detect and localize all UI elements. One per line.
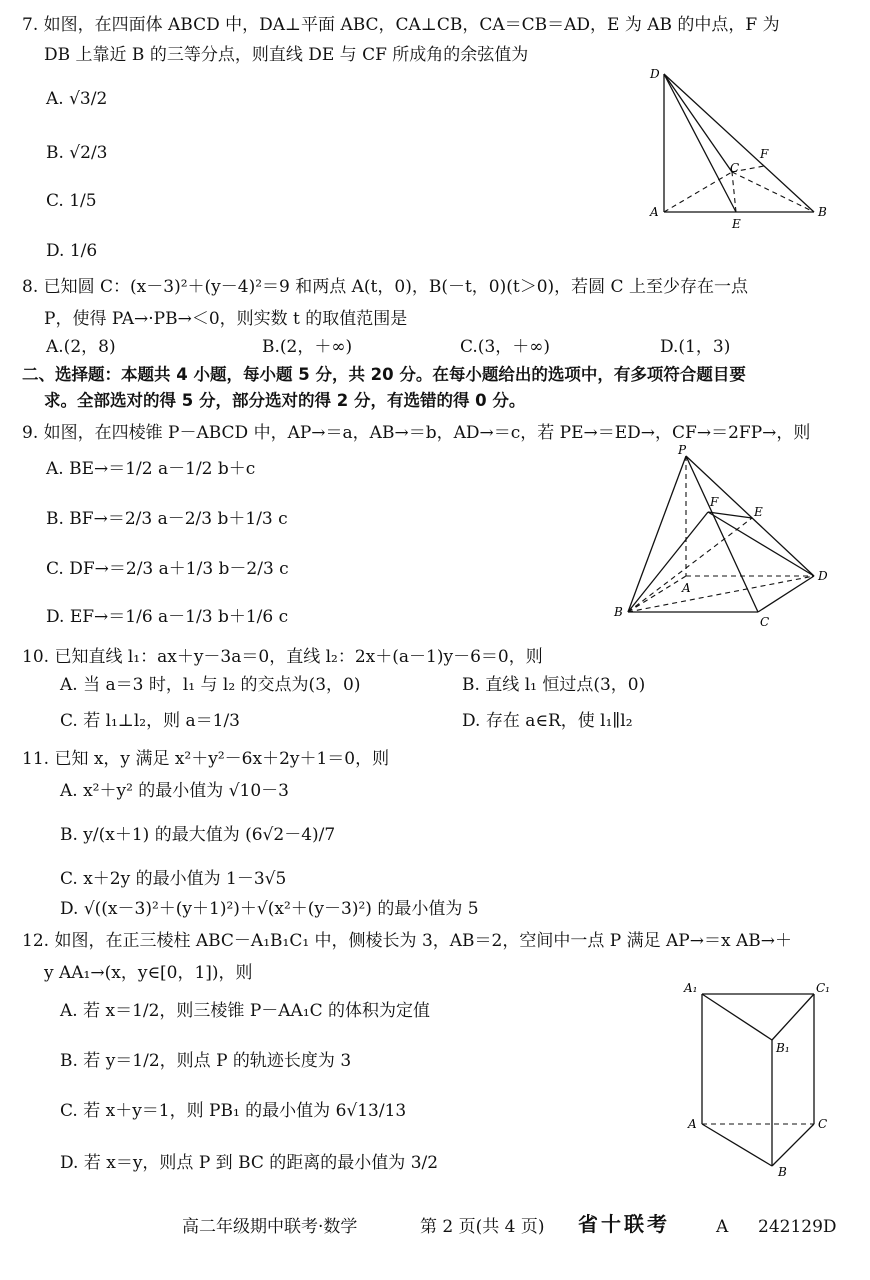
section2-heading-line1: 二、选择题：本题共 4 小题，每小题 5 分，共 20 分。在每小题给出的选项中，有多项符合题目要 <box>22 365 746 384</box>
q9-label-d: D <box>818 569 828 583</box>
q8-option-c: C.(3，＋∞) <box>460 337 551 357</box>
q9-label-c: C <box>760 615 770 629</box>
q9-label-a: A <box>682 581 691 595</box>
q12-option-a: A. 若 x＝1/2，则三棱锥 P－AA₁C 的体积为定值 <box>60 1001 431 1021</box>
q11-option-a: A. x²＋y² 的最小值为 √10－3 <box>60 781 289 801</box>
q11-stem: 11. 已知 x，y 满足 x²＋y²－6x＋2y＋1＝0，则 <box>22 749 390 769</box>
q9-label-f: F <box>710 495 719 509</box>
q8-option-b: B.(2，＋∞) <box>262 337 353 357</box>
footer-version: A <box>716 1217 729 1237</box>
q11-option-b: B. y/(x＋1) 的最大值为 (6√2－4)/7 <box>60 825 336 845</box>
q7-option-b: B. √2/3 <box>46 143 108 163</box>
q7-stem-line2: DB 上靠近 B 的三等分点，则直线 DE 与 CF 所成角的余弦值为 <box>44 45 529 65</box>
q9-option-b: B. BF→＝2/3 a－2/3 b＋1/3 c <box>46 509 288 529</box>
q10-option-b: B. 直线 l₁ 恒过点(3，0) <box>462 675 646 695</box>
q12-label-a: A <box>688 1117 697 1131</box>
q12-prism-figure <box>680 980 850 1180</box>
q8-option-d: D.(1，3) <box>660 337 731 357</box>
q9-label-p: P <box>678 443 687 457</box>
q9-option-a: A. BE→＝1/2 a－1/2 b＋c <box>46 459 256 479</box>
footer-code: 242129D <box>758 1217 837 1237</box>
q9-option-c: C. DF→＝2/3 a＋1/3 b－2/3 c <box>46 559 289 579</box>
q8-stem-line2: P，使得 PA→·PB→＜0，则实数 t 的取值范围是 <box>44 309 408 329</box>
q7-option-c: C. 1/5 <box>46 191 97 211</box>
q7-label-e: E <box>732 217 741 231</box>
q9-stem: 9. 如图，在四棱锥 P－ABCD 中，AP→＝a，AB→＝b，AD→＝c，若 PE→＝ED→，CF→＝2FP→，则 <box>22 423 811 443</box>
q12-stem-line2: y AA₁→(x，y∈[0，1])，则 <box>44 963 253 983</box>
q9-label-b: B <box>614 605 623 619</box>
q7-label-d: D <box>650 67 660 81</box>
q9-pyramid-figure <box>610 444 850 629</box>
footer-brand: 省十联考 <box>578 1212 670 1236</box>
q9-label-e: E <box>754 505 763 519</box>
q7-stem-line1: 7. 如图，在四面体 ABCD 中，DA⊥平面 ABC，CA⊥CB，CA＝CB＝AD，E 为 AB 的中点，F 为 <box>22 15 780 35</box>
q8-option-a: A.(2，8) <box>46 337 116 357</box>
q7-label-a: A <box>650 205 659 219</box>
q12-stem-line1: 12. 如图，在正三棱柱 ABC－A₁B₁C₁ 中，侧棱长为 3，AB＝2，空间中一点 P 满足 AP→＝x AB→＋ <box>22 931 792 951</box>
q9-option-d: D. EF→＝1/6 a－1/3 b＋1/6 c <box>46 607 289 627</box>
q12-label-b1: B₁ <box>776 1041 790 1055</box>
q12-label-c1: C₁ <box>816 981 830 995</box>
q7-option-d: D. 1/6 <box>46 241 98 261</box>
q10-option-d: D. 存在 a∈R，使 l₁∥l₂ <box>462 711 633 731</box>
q12-option-c: C. 若 x＋y＝1，则 PB₁ 的最小值为 6√13/13 <box>60 1101 407 1121</box>
q12-label-a1: A₁ <box>684 981 698 995</box>
footer-course: 高二年级期中联考·数学 <box>182 1217 358 1237</box>
q7-option-a: A. √3/2 <box>46 89 108 109</box>
q12-label-c: C <box>818 1117 828 1131</box>
q7-label-f: F <box>760 147 769 161</box>
footer-page-number: 第 2 页(共 4 页) <box>420 1217 545 1237</box>
q12-option-b: B. 若 y＝1/2，则点 P 的轨迹长度为 3 <box>60 1051 352 1071</box>
q11-option-d: D. √((x－3)²＋(y＋1)²)＋√(x²＋(y－3)²) 的最小值为 5 <box>60 899 479 919</box>
q10-stem: 10. 已知直线 l₁：ax＋y－3a＝0，直线 l₂：2x＋(a－1)y－6＝0，则 <box>22 647 543 667</box>
q7-label-c: C <box>730 161 740 175</box>
q12-label-b: B <box>778 1165 787 1179</box>
q7-label-b: B <box>818 205 827 219</box>
q12-option-d: D. 若 x＝y，则点 P 到 BC 的距离的最小值为 3/2 <box>60 1153 439 1173</box>
section2-heading-line2: 求。全部选对的得 5 分，部分选对的得 2 分，有选错的得 0 分。 <box>44 391 526 410</box>
q10-option-a: A. 当 a＝3 时，l₁ 与 l₂ 的交点为(3，0) <box>60 675 361 695</box>
q8-stem-line1: 8. 已知圆 C：(x－3)²＋(y－4)²＝9 和两点 A(t，0)，B(－t，0)(t＞0)，若圆 C 上至少存在一点 <box>22 277 748 297</box>
q7-tetrahedron-figure <box>640 62 850 232</box>
q11-option-c: C. x＋2y 的最小值为 1－3√5 <box>60 869 287 889</box>
q10-option-c: C. 若 l₁⊥l₂，则 a＝1/3 <box>60 711 241 731</box>
